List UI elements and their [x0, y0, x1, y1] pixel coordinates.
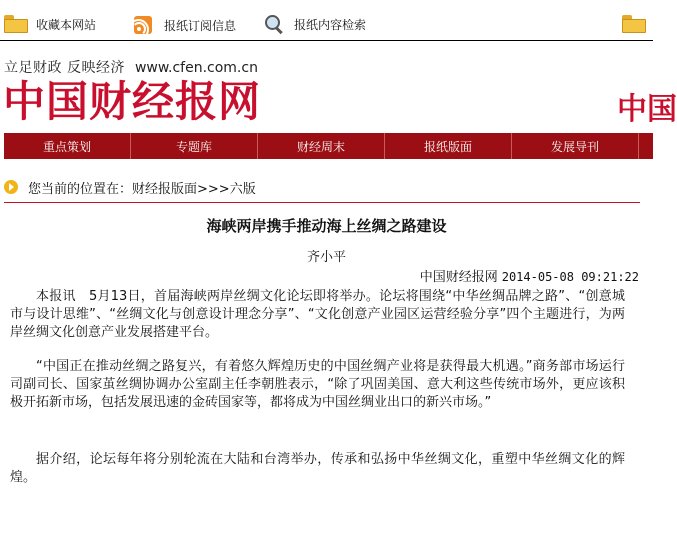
article-paragraph: 本报讯 5月13日，首届海峡两岸丝绸文化论坛即将举办。论坛将围绕“中华丝绸品牌之路”、“创意城市与设计思维”、“丝绸文化与创意设计理念分享”、“文化创意产业园区运营经验分享”四个主题进行，为两岸丝绸文化创意产业发展搭建平台。: [10, 289, 625, 340]
search-label: 报纸内容检索: [294, 17, 367, 32]
subscribe-link[interactable]: [134, 15, 236, 35]
search-icon: [264, 14, 284, 34]
article-paragraph: 据介绍，论坛每年将分别轮流在大陆和台湾举办，传承和弘扬中华丝绸文化，重塑中华丝绸文化的辉煌。: [10, 452, 625, 485]
article-datetime: 2014-05-08 09:21:22: [501, 270, 639, 284]
folder-link-right[interactable]: [622, 14, 654, 34]
article-meta: [420, 266, 639, 285]
article-source: 中国财经报网: [419, 270, 498, 285]
nav-item-weekend[interactable]: 财经周末: [258, 133, 385, 159]
nav-item-topics[interactable]: 专题库: [131, 133, 258, 159]
article-author: 齐小平: [306, 250, 346, 265]
search-link[interactable]: [264, 14, 366, 34]
nav-item-guide[interactable]: 发展导刊: [512, 133, 639, 159]
folder-icon: [4, 15, 28, 33]
nav-item-newspaper[interactable]: 报纸版面: [385, 133, 512, 159]
nav-item-features[interactable]: 重点策划: [4, 133, 131, 159]
site-logo[interactable]: 中国财经报网: [3, 77, 262, 126]
divider: [4, 202, 640, 203]
breadcrumb-label: 您当前的位置在：: [28, 181, 133, 197]
breadcrumb: [4, 177, 256, 197]
site-url: www.cfen.com.cn: [134, 60, 258, 76]
bookmark-label: 收藏本网站: [36, 17, 97, 32]
article-title: 海峡两岸携手推动海上丝绸之路建设: [206, 217, 447, 235]
rss-icon: [134, 16, 152, 34]
folder-icon: [622, 15, 646, 33]
arrow-bullet-icon: [4, 180, 18, 194]
site-logo-partial: 中国: [617, 92, 677, 127]
subscribe-label: 报纸订阅信息: [164, 18, 237, 33]
article-paragraph: “中国正在推动丝绸之路复兴，有着悠久辉煌历史的中国丝绸产业将是获得最大机遇。”商务部市场运行司副司长、国家茧丝绸协调办公室副主任李朝胜表示，“除了巩固美国、意大利这些传统市场外，更应该积极开拓新市场，包括发展迅速的金砖国家等，都将成为中国丝绸业出口的新兴市场。”: [10, 359, 625, 410]
bookmark-link[interactable]: [4, 14, 96, 34]
main-nav: [4, 133, 653, 159]
site-slogan: [4, 57, 258, 77]
breadcrumb-path[interactable]: 财经报版面>>>六版: [132, 181, 256, 197]
top-bar: [0, 0, 653, 41]
slogan-text: 立足财政 反映经济: [4, 60, 125, 76]
